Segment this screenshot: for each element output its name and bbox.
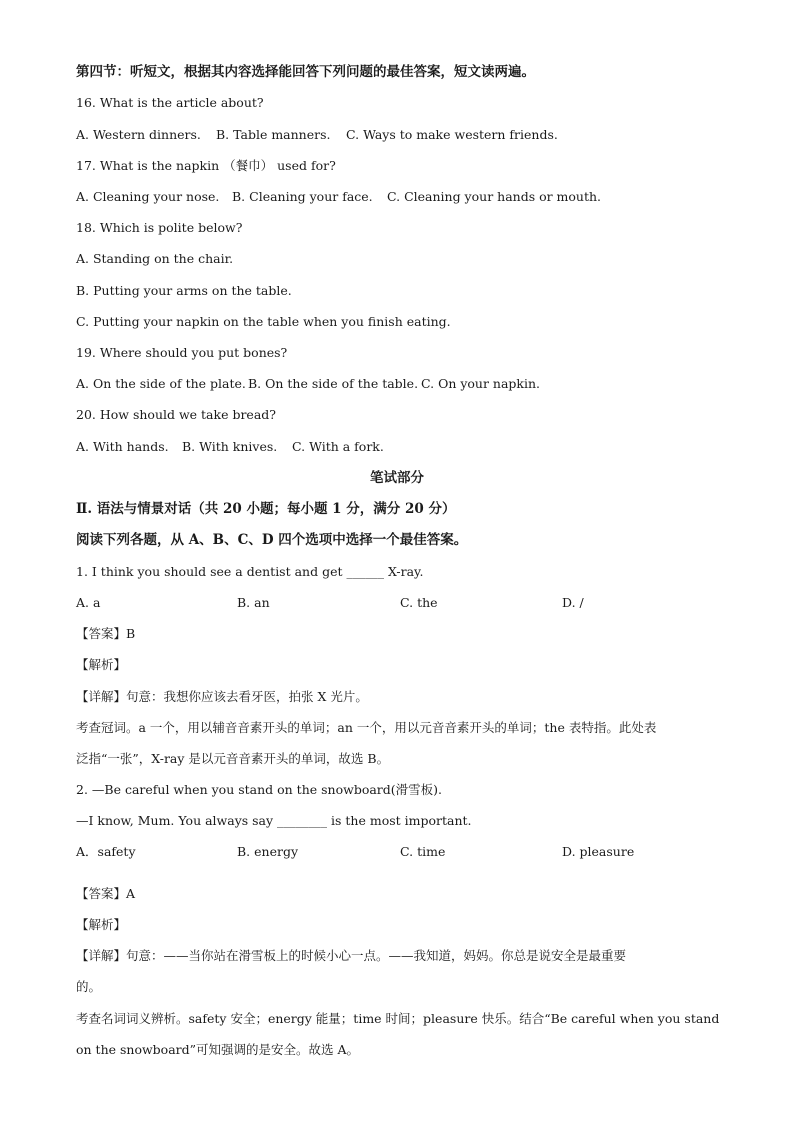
option-a: A. With hands. — [76, 439, 169, 454]
answer-label: 【答案】B — [76, 626, 136, 641]
option-b: B. With knives. — [182, 439, 278, 454]
detail-text: 的。 — [76, 979, 102, 994]
option-c: C. the — [400, 595, 438, 610]
analysis-label: 【解析】 — [76, 657, 127, 672]
detail-text: on the snowboard”可知强调的是安全。故选 A。 — [76, 1042, 360, 1057]
analysis-label: 【解析】 — [76, 917, 127, 932]
option-b: B. On the side of the table. — [248, 376, 419, 391]
option-c: C. time — [400, 844, 446, 859]
option-b: B. Cleaning your face. — [232, 189, 373, 204]
question-16-stem: 16. What is the article about? — [76, 95, 264, 110]
question-20-stem: 20. How should we take bread? — [76, 407, 276, 422]
detail-text: 泛指“一张”，X-ray 是以元音音素开头的单词，故选 B。 — [76, 751, 390, 766]
option-b: B. an — [237, 595, 270, 610]
question-2-stem-reply: —I know, Mum. You always say ________ is the most important. — [76, 813, 472, 828]
answer-label: 【答案】A — [76, 886, 136, 901]
detail-text: 考查冠词。a 一个，用以辅音音素开头的单词；an 一个，用以元音音素开头的单词；the 表特指。此处表 — [76, 720, 657, 735]
option-b: B. energy — [237, 844, 299, 859]
option-c: C. Ways to make western friends. — [346, 127, 558, 142]
question-1-stem: 1. I think you should see a dentist and get ______ X-ray. — [76, 564, 424, 579]
option-c: C. Putting your napkin on the table when you finish eating. — [76, 314, 451, 329]
option-a: A. On the side of the plate. — [76, 376, 246, 391]
written-part-title: 笔试部分 — [370, 470, 424, 486]
detail-text: 考查名词词义辨析。safety 安全；energy 能量；time 时间；pleasure 快乐。结合“Be careful when you stand — [76, 1011, 720, 1026]
option-a: A. Western dinners. — [76, 127, 201, 142]
option-a: A. Standing on the chair. — [76, 251, 234, 266]
option-c: C. With a fork. — [292, 439, 384, 454]
question-19-stem: 19. Where should you put bones? — [76, 345, 288, 360]
part-two-heading: Ⅱ. 语法与情景对话（共 20 小题；每小题 1 分，满分 20 分） — [76, 501, 456, 517]
option-b: B. Putting your arms on the table. — [76, 283, 292, 298]
option-a: A．safety — [76, 844, 136, 859]
section-heading: 第四节：听短文，根据其内容选择能回答下列问题的最佳答案，短文读两遍。 — [76, 64, 535, 80]
detail-text: 【详解】句意：——当你站在滑雪板上的时候小心一点。——我知道，妈妈。你总是说安全是最重要 — [76, 948, 627, 963]
option-b: B. Table manners. — [216, 127, 331, 142]
option-a: A. a — [76, 595, 101, 610]
question-17-stem: 17. What is the napkin （餐巾） used for? — [76, 158, 336, 173]
question-18-stem: 18. Which is polite below? — [76, 220, 243, 235]
option-d: D. pleasure — [562, 844, 635, 859]
detail-text: 【详解】句意：我想你应该去看牙医，拍张 X 光片。 — [76, 689, 368, 704]
option-a: A. Cleaning your nose. — [76, 189, 220, 204]
question-2-stem: 2. —Be careful when you stand on the snowboard(滑雪板). — [76, 782, 442, 797]
option-c: C. Cleaning your hands or mouth. — [387, 189, 602, 204]
instruction-text: 阅读下列各题，从 A、B、C、D 四个选项中选择一个最佳答案。 — [76, 532, 468, 548]
option-c: C. On your napkin. — [421, 376, 541, 391]
option-d: D. / — [562, 595, 584, 610]
